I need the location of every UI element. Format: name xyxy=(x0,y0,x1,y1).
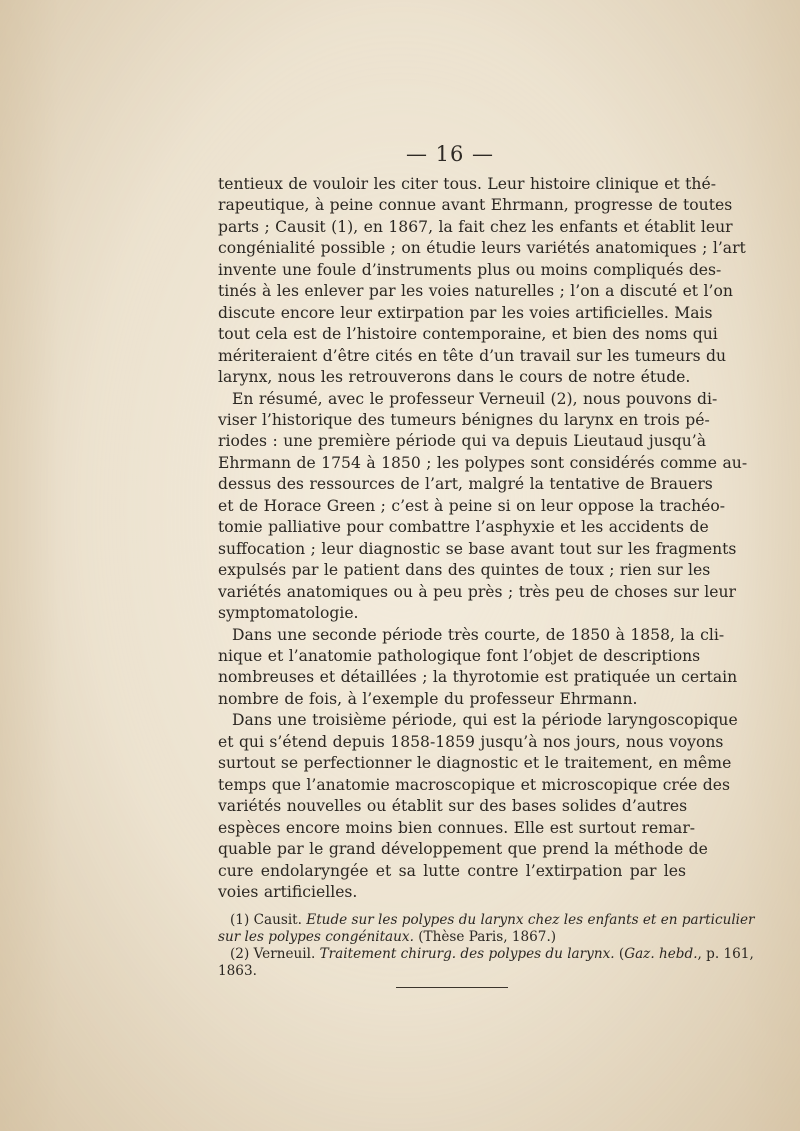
paragraph-2 xyxy=(218,389,748,625)
footnote-2 xyxy=(218,946,754,963)
text-line: cure endolaryngée et sa lutte contre l’extirpation par les xyxy=(218,861,686,880)
text-line: et qui s’étend depuis 1858-1859 jusqu’à nos jours, nous voyons xyxy=(218,732,724,751)
text-line: Dans une seconde période très courte, de 1850 à 1858, la cli- xyxy=(232,625,725,644)
text-line: surtout se perfectionner le diagnostic et le traitement, en même xyxy=(218,754,732,773)
footnote-title: Etude sur les polypes du larynx chez les enfants et en particulier xyxy=(306,912,755,928)
paragraph-1 xyxy=(218,174,746,389)
text-line: variétés anatomiques ou à peu près ; très peu de choses sur leur xyxy=(218,582,737,601)
footnote-1-cont xyxy=(218,929,690,946)
footnote-author: Causit. xyxy=(253,912,302,928)
footnote-journal: Gaz. hebd. xyxy=(624,946,698,962)
footnotes xyxy=(218,912,755,980)
text-line: Ehrmann de 1754 à 1850 ; les polypes sont considérés comme au- xyxy=(218,453,748,472)
text-line: congénialité possible ; on étudie leurs variétés anatomiques ; l’art xyxy=(218,239,746,258)
body-text xyxy=(218,174,748,903)
text-line: espèces encore moins bien connues. Elle est surtout remar- xyxy=(218,818,696,837)
text-line: voies artificielles. xyxy=(218,882,358,901)
footnote-marker: (2) xyxy=(230,946,250,962)
footnote-author: Verneuil. xyxy=(253,946,316,962)
footnote-source: (Thèse Paris, 1867.) xyxy=(418,929,557,945)
text-line: rapeutique, à peine connue avant Ehrmann, progresse de toutes xyxy=(218,196,733,215)
footnote-title-cont: sur les polypes congénitaux. xyxy=(218,929,414,945)
footnote-source-rest: , p. 161, xyxy=(697,946,754,962)
text-line: tomie palliative pour combattre l’asphyxie et les accidents de xyxy=(218,518,709,537)
text-line: invente une foule d’instruments plus ou moins compliqués des- xyxy=(218,260,722,279)
text-line: discute encore leur extirpation par les voies artificielles. Mais xyxy=(218,303,713,322)
text-line: dessus des ressources de l’art, malgré la tentative de Brauers xyxy=(218,475,713,494)
footnote-source-open: ( xyxy=(618,946,625,962)
text-line: et de Horace Green ; c’est à peine si on leur oppose la trachéo- xyxy=(218,496,726,515)
text-line: tout cela est de l’histoire contemporaine, et bien des noms qui xyxy=(218,325,718,344)
text-line: viser l’historique des tumeurs bénignes du larynx en trois pé- xyxy=(218,410,710,429)
text-line: parts ; Causit (1), en 1867, la fait chez les enfants et établit leur xyxy=(218,217,733,236)
text-line: expulsés par le patient dans des quintes de toux ; rien sur les xyxy=(218,561,711,580)
text-line: variétés nouvelles ou établit sur des bases solides d’autres xyxy=(218,797,688,816)
paragraph-3 xyxy=(218,625,738,711)
text-line: riodes : une première période qui va depuis Lieutaud jusqu’à xyxy=(218,432,707,451)
text-line: nique et l’anatomie pathologique font l’objet de descriptions xyxy=(218,646,701,665)
footnote-year: 1863. xyxy=(218,963,257,979)
text-line: mériteraient d’être cités en tête d’un travail sur les tumeurs du xyxy=(218,346,727,365)
text-line: tinés à les enlever par les voies naturelles ; l’on a discuté et l’on xyxy=(218,282,733,301)
text-line: tentieux de vouloir les citer tous. Leur histoire clinique et thé- xyxy=(218,175,716,193)
paragraph-4 xyxy=(218,710,738,903)
text-line: temps que l’anatomie macroscopique et microscopique crée des xyxy=(218,775,731,794)
footnote-2-cont xyxy=(218,963,690,980)
footnote-rule xyxy=(396,987,508,988)
text-line: larynx, nous les retrouverons dans le cours de notre étude. xyxy=(218,368,691,387)
page-number: — 16 — xyxy=(405,142,495,166)
text-line: quable par le grand développement que prend la méthode de xyxy=(218,840,708,859)
text-line: suffocation ; leur diagnostic se base avant tout sur les fragments xyxy=(218,539,737,558)
text-line: nombreuses et détaillées ; la thyrotomie est pratiquée un certain xyxy=(218,668,738,687)
text-line: symptomatologie. xyxy=(218,604,359,623)
text-line: nombre de fois, à l’exemple du professeur Ehrmann. xyxy=(218,689,638,708)
text-line: En résumé, avec le professeur Verneuil (2), nous pouvons di- xyxy=(232,389,718,408)
footnote-marker: (1) xyxy=(230,912,250,928)
text-line: Dans une troisième période, qui est la période laryngoscopique xyxy=(232,711,738,730)
footnote-1 xyxy=(218,912,755,929)
footnote-title: Traitement chirurg. des polypes du larynx. xyxy=(319,946,615,962)
